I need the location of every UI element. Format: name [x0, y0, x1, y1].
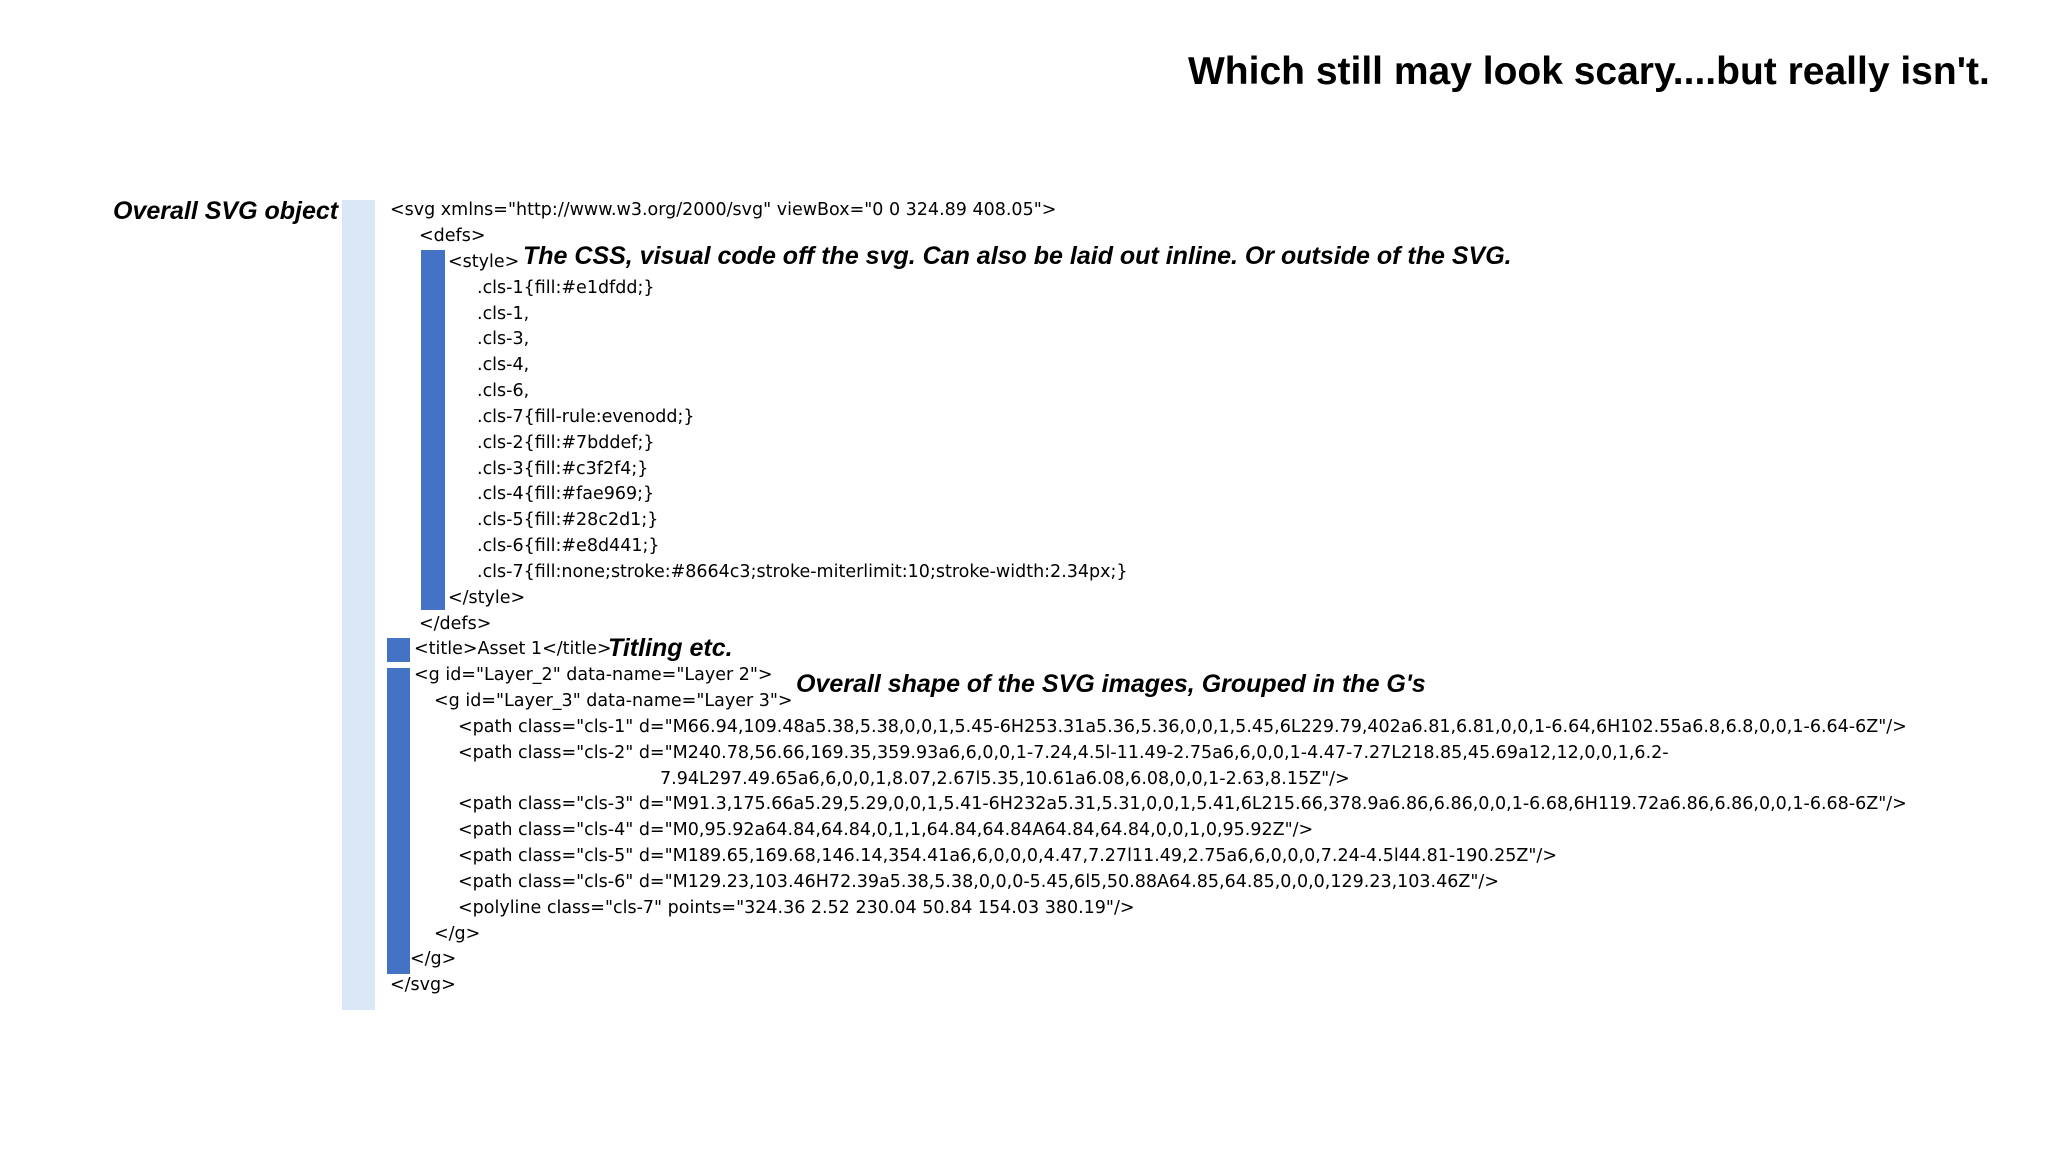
code-g-layer2-open: <g id="Layer_2" data-name="Layer 2">	[414, 665, 773, 685]
code-style-line: .cls-6{fill:#e8d441;}	[477, 536, 660, 556]
code-path-cls2-continued: 7.94L297.49.65a6,6,0,0,1,8.07,2.67l5.35,10.61a6.08,6.08,0,0,1-2.63,8.15Z"/>	[660, 769, 1350, 789]
code-defs-close: </defs>	[419, 614, 492, 634]
code-path-cls3: <path class="cls-3" d="M91.3,175.66a5.29,5.29,0,0,1,5.41-6H232a5.31,5.31,0,0,1,5.41,6L215.66,378.9a6.86,6.86,0,0,1-6.68,6H119.72a6.86,6.86,0,0,1-6.68-6Z"/>	[458, 794, 1907, 814]
code-style-line: .cls-7{fill-rule:evenodd;}	[477, 407, 695, 427]
code-svg-open: <svg xmlns="http://www.w3.org/2000/svg" viewBox="0 0 324.89 408.05">	[390, 200, 1057, 220]
code-style-line: .cls-4,	[477, 355, 530, 375]
code-path-cls6: <path class="cls-6" d="M129.23,103.46H72.39a5.38,5.38,0,0,0-5.45,6l5,50.88A64.85,64.85,0,0,0,129.23,103.46Z"/>	[458, 872, 1499, 892]
code-style-line: .cls-6,	[477, 381, 530, 401]
code-style-line: .cls-7{fill:none;stroke:#8664c3;stroke-miterlimit:10;stroke-width:2.34px;}	[477, 562, 1128, 582]
code-g-layer3-close: </g>	[434, 924, 481, 944]
code-path-cls4: <path class="cls-4" d="M0,95.92a64.84,64.84,0,1,1,64.84,64.84A64.84,64.84,0,0,1,0,95.92Z"/>	[458, 820, 1314, 840]
code-path-cls2: <path class="cls-2" d="M240.78,56.66,169.35,359.93a6,6,0,0,1-7.24,4.5l-11.49-2.75a6,6,0,0,1-4.47-7.27L218.85,45.69a12,12,0,0,1,6.2-	[458, 743, 1669, 763]
code-polyline: <polyline class="cls-7" points="324.36 2.52 230.04 50.84 154.03 380.19"/>	[458, 898, 1135, 918]
code-style-line: .cls-4{fill:#fae969;}	[477, 484, 655, 504]
annotation-groups: Overall shape of the SVG images, Grouped in the G's	[796, 670, 1426, 698]
groups-bar	[387, 668, 410, 974]
code-style-line: .cls-3,	[477, 329, 530, 349]
title-bar	[387, 638, 410, 662]
annotation-css: The CSS, visual code off the svg. Can also be laid out inline. Or outside of the SVG.	[523, 242, 1512, 270]
annotation-overall-svg: Overall SVG object	[113, 197, 339, 225]
code-style-line: .cls-1{fill:#e1dfdd;}	[477, 278, 655, 298]
code-g-layer2-close: </g>	[410, 949, 457, 969]
code-style-open: <style>	[448, 252, 520, 272]
code-defs-open: <defs>	[419, 226, 486, 246]
slide-title: Which still may look scary....but really isn't.	[1188, 50, 1990, 93]
code-svg-close: </svg>	[390, 975, 456, 995]
style-block-bar	[421, 250, 445, 610]
code-style-line: .cls-3{fill:#c3f2f4;}	[477, 459, 649, 479]
code-style-line: .cls-5{fill:#28c2d1;}	[477, 510, 659, 530]
code-path-cls1: <path class="cls-1" d="M66.94,109.48a5.38,5.38,0,0,1,5.45-6H253.31a5.36,5.36,0,0,1,5.45,6L229.79,402a6.81,6.81,0,0,1-6.64,6H102.55a6.8,6.8,0,0,1-6.64-6Z"/>	[458, 717, 1907, 737]
code-style-line: .cls-2{fill:#7bddef;}	[477, 433, 655, 453]
code-path-cls5: <path class="cls-5" d="M189.65,169.68,146.14,354.41a6,6,0,0,0,4.47,7.27l11.49,2.75a6,6,0,0,0,7.24-4.5l44.81-190.25Z"/>	[458, 846, 1557, 866]
svg-object-bar	[342, 200, 375, 1010]
code-style-line: .cls-1,	[477, 304, 530, 324]
annotation-titling: Titling etc.	[608, 634, 733, 662]
code-title-tag: <title>Asset 1</title>	[414, 639, 612, 659]
code-g-layer3-open: <g id="Layer_3" data-name="Layer 3">	[434, 691, 793, 711]
code-style-close: </style>	[448, 588, 526, 608]
